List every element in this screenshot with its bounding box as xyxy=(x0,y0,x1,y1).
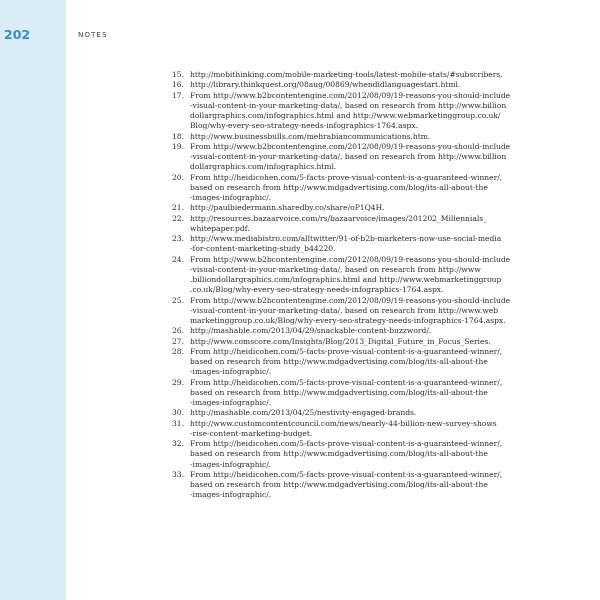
notes-list xyxy=(162,70,522,501)
note-text-line: From http://heidicohen.com/5-facts-prove-visual-content-is-a-guaranteed-winner/, xyxy=(190,346,503,356)
note-item xyxy=(162,132,522,142)
section-header: NOTES xyxy=(78,30,108,39)
note-number: 29. xyxy=(171,377,184,387)
note-item xyxy=(162,80,522,90)
note-text-line: based on research from http://www.mdgadvertising.com/blog/its-all-about-the xyxy=(190,480,488,489)
note-text-line: .co.uk/Blog/why-every-seo-strategy-needs-infographics-1764.aspx. xyxy=(190,285,444,295)
note-text-line: http://paulbiedermann.sharedby.co/share/oP1Q4H. xyxy=(190,203,385,213)
note-text-line: marketinggroup.co.uk/Blog/why-every-seo-strategy-needs-infographics-1764.aspx. xyxy=(190,316,506,325)
note-item xyxy=(162,439,522,470)
note-number: 28. xyxy=(171,346,184,356)
note-item xyxy=(162,347,522,378)
note-item xyxy=(162,173,522,204)
note-item xyxy=(162,234,522,255)
note-item xyxy=(162,91,522,132)
note-text-line: -images-infographic/. xyxy=(190,459,272,469)
note-text-line: From http://heidicohen.com/5-facts-prove-visual-content-is-a-guaranteed-winner/, xyxy=(190,377,503,387)
note-number: 21. xyxy=(171,203,184,213)
note-number: 20. xyxy=(171,172,184,182)
note-text-line: http://mobithinking.com/mobile-marketing-tools/latest-mobile-stats/#subscribers. xyxy=(190,70,503,79)
note-number: 17. xyxy=(171,90,184,100)
note-item xyxy=(162,296,522,327)
note-item xyxy=(162,470,522,501)
note-text-line: From http://www.b2bcontentengine.com/2012/08/09/19-reasons-you-should-include xyxy=(190,295,511,305)
note-text-line: http://www.comscore.com/Insights/Blog/2013_Digital_Future_in_Focus_Series. xyxy=(190,336,491,346)
note-text-line: http://www.businessbulls.com/mehrabiancommunications.htm. xyxy=(190,131,431,141)
note-text-line: http://mashable.com/2013/04/29/snackable-content-buzzword/. xyxy=(190,326,432,336)
page-number: 202 xyxy=(4,27,31,42)
note-item xyxy=(162,214,522,235)
note-item xyxy=(162,203,522,213)
note-text-line: -visual-content-in-your-marketing-data/, based on research from http://www.web xyxy=(190,305,499,315)
note-text-line: -images-infographic/. xyxy=(190,367,272,377)
note-item xyxy=(162,70,522,80)
note-number: 33. xyxy=(171,469,184,479)
note-text-line: From http://heidicohen.com/5-facts-prove-visual-content-is-a-guaranteed-winner/, xyxy=(190,439,503,448)
note-text-line: -visual-content-in-your-marketing-data/, based on research from http://www.billion xyxy=(190,152,507,161)
note-text-line: dollargraphics.com/infographics.html and http://www.webmarketinggroup.co.uk/ xyxy=(190,111,501,120)
note-number: 31. xyxy=(171,418,184,428)
note-item xyxy=(162,326,522,336)
note-number: 26. xyxy=(171,326,184,336)
note-text-line: http://www.customcontentcouncil.com/news/nearly-44-billion-new-survey-shows xyxy=(190,418,497,428)
note-text-line: -visual-content-in-your-marketing-data/, based on research from http://www.billion xyxy=(190,100,507,110)
note-text-line: http://mashable.com/2013/04/25/nestivity-engaged-brands. xyxy=(190,408,417,418)
note-item xyxy=(162,419,522,440)
note-text-line: -images-infographic/. xyxy=(190,193,272,202)
note-number: 22. xyxy=(171,213,184,223)
note-text-line: based on research from http://www.mdgadvertising.com/blog/its-all-about-the xyxy=(190,449,488,459)
note-item xyxy=(162,378,522,409)
note-text-line: -visual-content-in-your-marketing-data/, based on research from http://www xyxy=(190,264,481,274)
note-text-line: -rise-content-marketing-budget. xyxy=(190,428,313,438)
note-text-line: From http://www.b2bcontentengine.com/2012/08/09/19-reasons-you-should-include xyxy=(190,141,511,151)
note-number: 19. xyxy=(171,141,184,151)
note-number: 23. xyxy=(171,234,184,243)
note-item xyxy=(162,337,522,347)
note-text-line: -images-infographic/. xyxy=(190,398,272,407)
page-margin-band xyxy=(0,0,66,600)
note-text-line: From http://heidicohen.com/5-facts-prove-visual-content-is-a-guaranteed-winner/, xyxy=(190,172,503,182)
note-text-line: dollargraphics.com/infographics.html. xyxy=(190,162,337,172)
note-text-line: http://library.thinkquest.org/08aug/00869/whendidlanguagestart.html. xyxy=(190,80,461,90)
note-number: 32. xyxy=(171,439,184,448)
note-item xyxy=(162,142,522,173)
note-text-line: whitepaper.pdf. xyxy=(190,223,250,233)
note-text-line: -images-infographic/. xyxy=(190,490,272,500)
note-number: 16. xyxy=(171,80,184,90)
note-text-line: .billiondollargraphics.com/infographics.html and http://www.webmarketinggroup xyxy=(190,275,502,284)
note-number: 15. xyxy=(171,70,184,79)
note-text-line: From http://www.b2bcontentengine.com/2012/08/09/19-reasons-you-should-include xyxy=(190,254,511,264)
note-text-line: http://www.mediabistro.com/alltwitter/91-of-b2b-marketers-now-use-social-media xyxy=(190,234,502,243)
note-text-line: based on research from http://www.mdgadvertising.com/blog/its-all-about-the xyxy=(190,387,488,397)
note-number: 18. xyxy=(171,131,184,141)
note-text-line: http://resources.bazaarvoice.com/rs/bazaarvoice/images/201202_Millennials_ xyxy=(190,213,487,223)
note-text-line: Blog/why-every-seo-strategy-needs-infographics-1764.aspx. xyxy=(190,121,419,131)
note-text-line: From http://heidicohen.com/5-facts-prove-visual-content-is-a-guaranteed-winner/, xyxy=(190,469,503,479)
note-item xyxy=(162,255,522,296)
note-number: 25. xyxy=(171,295,184,305)
note-text-line: based on research from http://www.mdgadvertising.com/blog/its-all-about-the xyxy=(190,357,488,366)
note-text-line: From http://www.b2bcontentengine.com/2012/08/09/19-reasons-you-should-include xyxy=(190,90,511,100)
note-number: 27. xyxy=(171,336,184,346)
note-text-line: -for-content-marketing-study_b44220. xyxy=(190,244,336,254)
note-item xyxy=(162,408,522,418)
note-number: 24. xyxy=(171,254,184,264)
note-number: 30. xyxy=(171,408,184,418)
note-text-line: based on research from http://www.mdgadvertising.com/blog/its-all-about-the xyxy=(190,182,488,192)
